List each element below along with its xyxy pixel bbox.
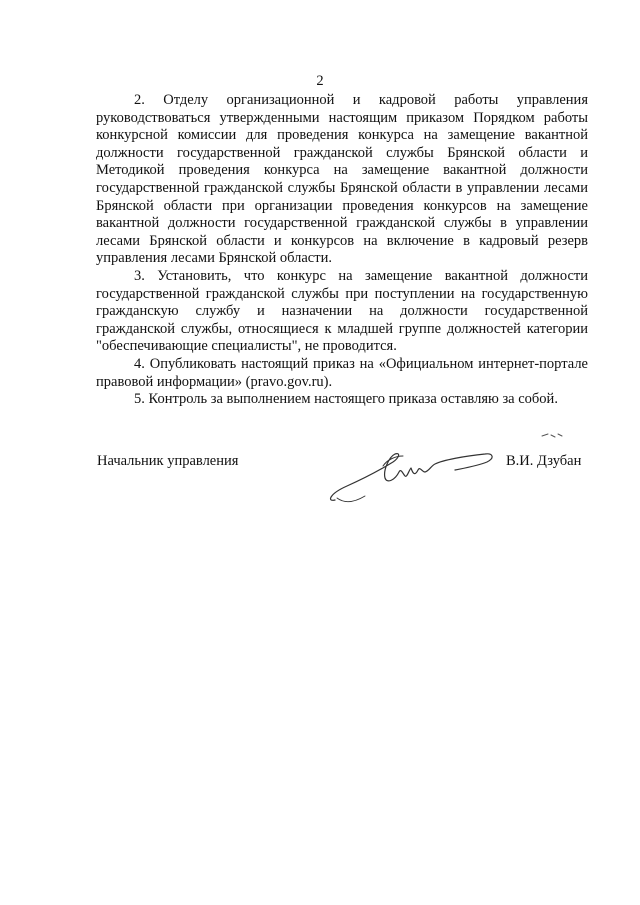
handwritten-signature [325, 440, 500, 510]
document-body [96, 92, 588, 409]
paragraph-5: 5. Контроль за выполнением настоящего приказа оставляю за собой. [134, 391, 558, 408]
signatory-name: В.И. Дзубан [506, 453, 582, 469]
paragraph-3: 3. Установить, что конкурс на замещение вакантной должности государственной гражданской службы при поступлении на государственную гражданскую службу и назначении на должности государственной гражданской службы, относящиеся к младшей группе должностей категории "обеспечивающие специалисты", не проводится. [96, 267, 588, 355]
paragraph-4: 4. Опубликовать настоящий приказ на «Официальном интернет-портале правовой информации» (pravo.gov.ru). [96, 355, 588, 390]
signatory-title: Начальник управления [97, 453, 239, 469]
scan-mark [538, 430, 566, 442]
paragraph-2: 2. Отделу организационной и кадровой работы управления руководствоваться утвержденными настоящим приказом Порядком работы конкурсной комиссии для проведения конкурса на замещение вакантной должности государственной гражданской службы Брянской области и Методикой проведения конкурса на замещение вакантной должности государственной гражданской службы Брянской области в управлении лесами Брянской области при организации проведения конкурсов на замещение вакантной должности государственной гражданской службы в управлении лесами Брянской области и конкурсов на включение в кадровый резерв управления лесами Брянской области. [96, 92, 588, 267]
page-number: 2 [316, 73, 324, 89]
